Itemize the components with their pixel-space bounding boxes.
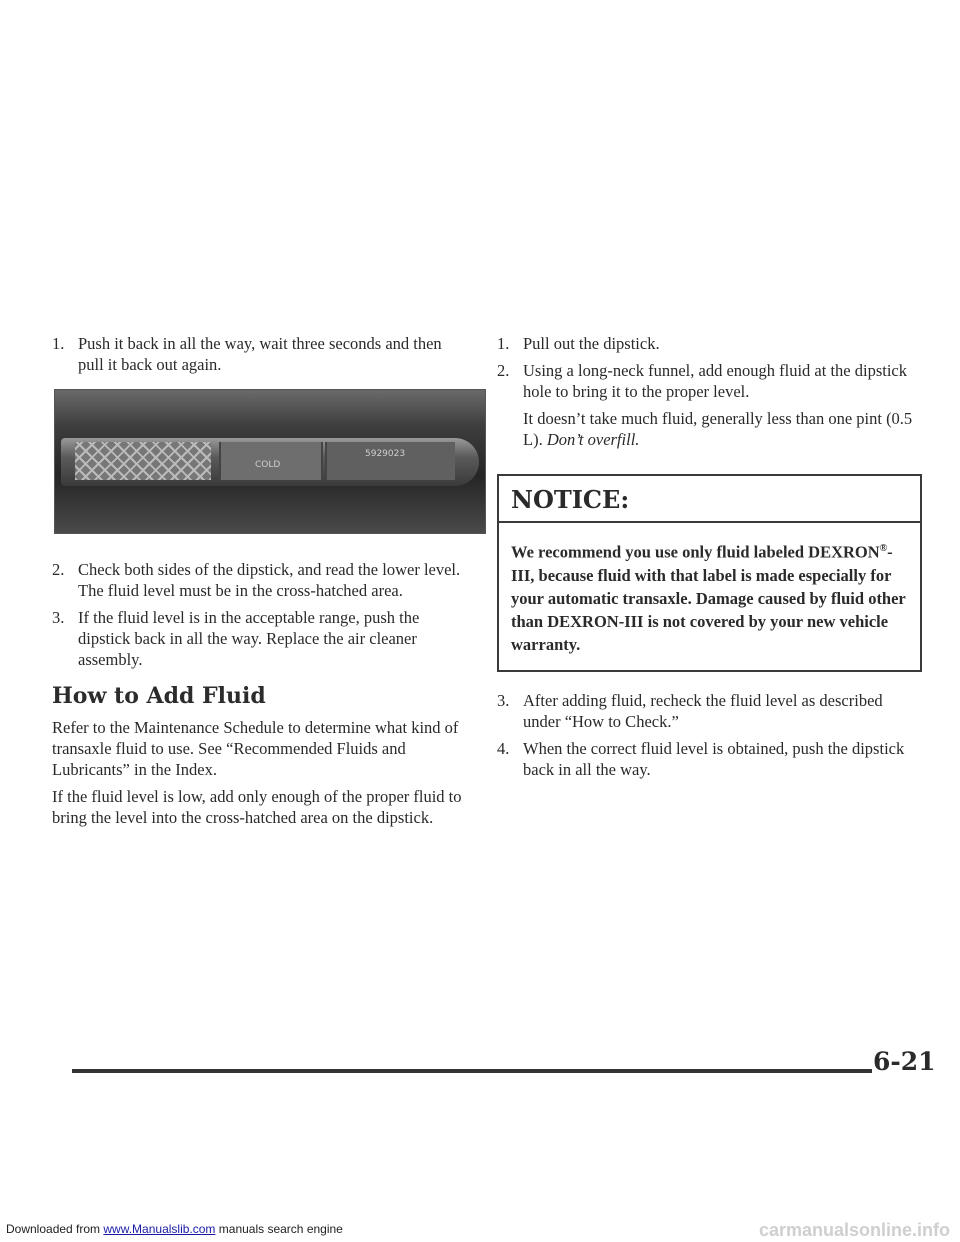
step-number: 2. <box>52 560 65 579</box>
registered-mark: ® <box>879 543 888 554</box>
note-text: It doesn’t take much fluid, generally less than one pint (0.5 L). <box>523 409 913 449</box>
watermark: carmanualsonline.info <box>758 1220 950 1240</box>
cold-label: COLD <box>255 460 281 470</box>
part-number-label: 5929023 <box>365 449 406 459</box>
dipstick-figure <box>54 389 486 534</box>
notice-body <box>499 523 920 670</box>
step-text: If the fluid level is in the acceptable range, push the dipstick back in all the way. Replace the air cleaner assembly. <box>78 608 420 669</box>
right-column <box>497 333 922 786</box>
step-2-left <box>52 559 470 601</box>
step-text: Push it back in all the way, wait three seconds and then pull it back out again. <box>78 334 442 374</box>
left-column <box>52 333 470 834</box>
step-1-left <box>52 333 470 375</box>
step-text: When the correct fluid level is obtained, push the dipstick back in all the way. <box>523 738 905 779</box>
step-text: Check both sides of the dipstick, and read the lower level. The fluid level must be in the cross-hatched area. <box>78 560 461 600</box>
step-3-right <box>497 690 922 732</box>
page-number: 6-21 <box>873 1047 936 1076</box>
note-emphasis: Don’t overfill. <box>546 430 640 449</box>
fluid-amount-note <box>497 408 922 450</box>
section-heading: How to Add Fluid <box>52 683 266 709</box>
step-number: 3. <box>497 690 510 710</box>
manualslib-link[interactable]: www.Manualslib.com <box>103 1222 216 1236</box>
notice-text-end: -III, because fluid with that label is made especially for your automatic transaxle. Damage caused by fluid other than DEXRON-III is not covered by your new vehicle warranty. <box>511 542 906 654</box>
part-mark <box>325 442 455 480</box>
step-text: Pull out the dipstick. <box>523 334 660 353</box>
cold-mark <box>219 442 323 480</box>
step-number: 2. <box>497 361 510 380</box>
paragraph: If the fluid level is low, add only enough of the proper fluid to bring the level into the cross-hatched area on the dipstick. <box>52 787 462 827</box>
notice-title: NOTICE: <box>499 476 920 523</box>
download-footer <box>6 1222 343 1236</box>
step-text: After adding fluid, recheck the fluid level as described under “How to Check.” <box>523 690 883 731</box>
step-number: 1. <box>52 334 65 353</box>
step-1-right <box>497 333 922 354</box>
notice-box <box>497 474 922 672</box>
paragraph: Refer to the Maintenance Schedule to determine what kind of transaxle fluid to use. See “Recommended Fluids and Lubricants” in the Index. <box>52 718 459 779</box>
step-number: 4. <box>497 738 510 758</box>
step-3-left <box>52 607 470 670</box>
step-2-right <box>497 360 922 402</box>
cross-hatched-area <box>75 442 211 480</box>
page-rule <box>72 1069 872 1073</box>
dipstick-shaft <box>61 438 479 486</box>
notice-text-start: We recommend you use only fluid labeled DEXRON <box>511 542 880 562</box>
step-number: 1. <box>497 334 510 353</box>
step-number: 3. <box>52 608 65 627</box>
footer-prefix: Downloaded from <box>6 1222 104 1236</box>
step-4-right <box>497 738 922 780</box>
step-text: Using a long-neck funnel, add enough fluid at the dipstick hole to bring it to the proper level. <box>523 361 907 401</box>
footer-suffix: manuals search engine <box>215 1222 343 1236</box>
